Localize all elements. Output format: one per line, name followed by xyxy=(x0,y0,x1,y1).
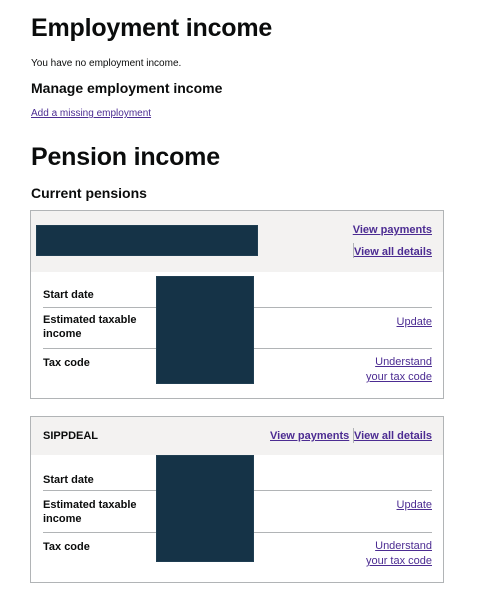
start-date-label: Start date xyxy=(43,289,94,301)
estimated-taxable-income-label: Estimated taxable income xyxy=(43,499,137,525)
redacted-values xyxy=(157,456,253,561)
pension-card-2-title: SIPPDEAL xyxy=(43,430,99,442)
view-all-details-link[interactable]: View all details xyxy=(353,430,432,442)
current-pensions-heading: Current pensions xyxy=(31,185,147,201)
update-link[interactable]: Update xyxy=(396,316,432,328)
view-all-details-link[interactable]: View all details xyxy=(353,246,432,258)
pension-card-1-header xyxy=(31,211,443,272)
pension-card-1 xyxy=(30,210,444,399)
employment-income-heading: Employment income xyxy=(31,14,273,42)
update-link[interactable]: Update xyxy=(396,499,432,511)
redacted-pension-name xyxy=(37,226,257,255)
view-payments-link[interactable]: View payments xyxy=(270,430,350,442)
redacted-values xyxy=(157,277,253,383)
tax-code-label: Tax code xyxy=(43,357,90,369)
tax-code-label: Tax code xyxy=(43,541,90,553)
start-date-label: Start date xyxy=(43,474,94,486)
estimated-taxable-income-label: Estimated taxable income xyxy=(43,314,137,340)
pension-card-2-header xyxy=(31,417,443,455)
add-missing-employment-link[interactable]: Add a missing employment xyxy=(31,108,152,119)
understand-tax-code-link[interactable]: Understand your tax code xyxy=(365,540,432,567)
pension-card-2 xyxy=(30,416,444,583)
view-payments-link[interactable]: View payments xyxy=(352,224,432,236)
manage-employment-heading: Manage employment income xyxy=(31,80,223,96)
no-employment-text: You have no employment income. xyxy=(31,58,182,69)
pension-income-heading: Pension income xyxy=(31,143,220,171)
understand-tax-code-link[interactable]: Understand your tax code xyxy=(365,356,432,383)
